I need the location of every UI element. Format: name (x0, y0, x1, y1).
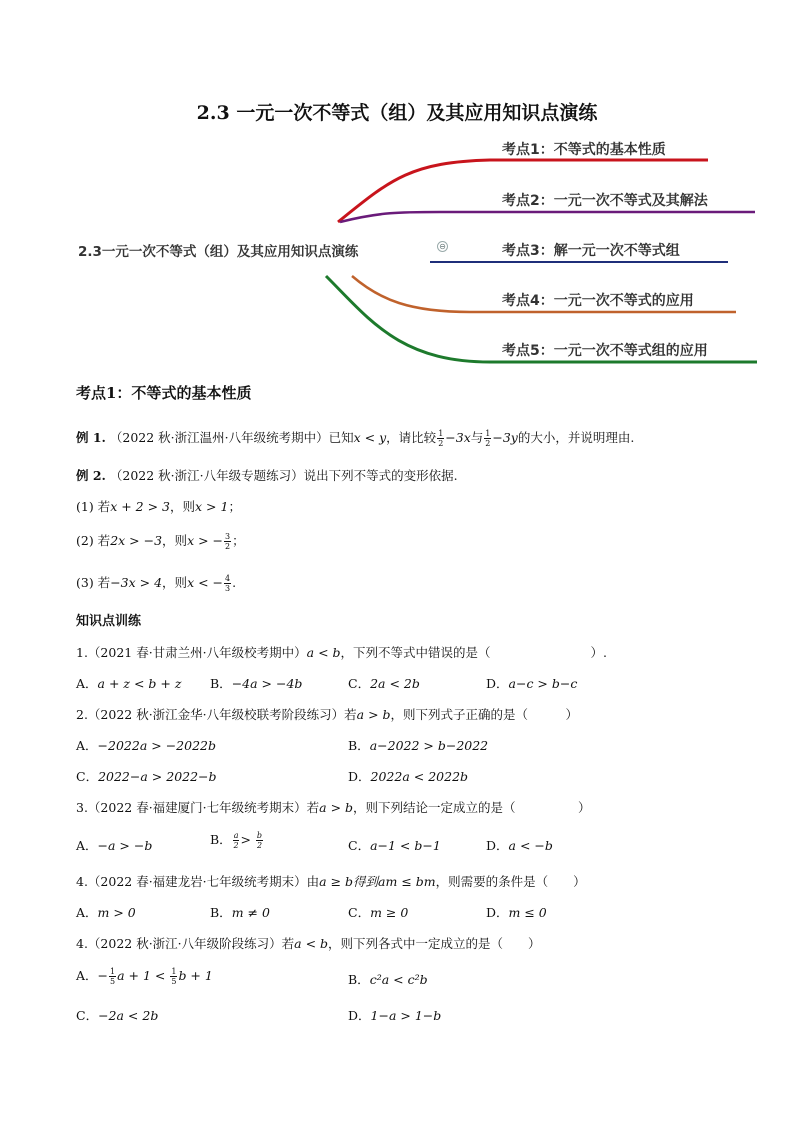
option-text: −4a > −4b (231, 676, 303, 691)
text: ，下列不等式中错误的是（ ）. (340, 645, 608, 660)
q5-option-b (348, 970, 428, 988)
option-text: 1−a > 1−b (370, 1008, 442, 1023)
frac-den: 5 (171, 977, 177, 986)
math: x < − (187, 575, 224, 590)
text: ，则 (162, 533, 188, 548)
practice-heading: 知识点训练 (76, 614, 142, 629)
math: x > 1 (195, 499, 229, 514)
frac-num: 1 (438, 429, 444, 438)
condition-math: x < y (353, 430, 387, 445)
branch2-curve (340, 212, 755, 222)
q3-option-c (348, 836, 441, 854)
option-letter: D． (486, 838, 509, 853)
frac-den: 2 (256, 841, 263, 850)
q2-option-d (348, 767, 468, 785)
q1-option-a (76, 674, 181, 692)
example-2 (76, 466, 458, 484)
question-2-stem (76, 705, 578, 723)
question-4-stem (76, 872, 586, 890)
option-text: m > 0 (97, 905, 136, 920)
option-letter: B． (210, 905, 232, 920)
q3-option-b (210, 830, 264, 850)
q2-option-c (76, 767, 217, 785)
q4-option-a (76, 903, 136, 921)
q1-option-c (348, 674, 420, 692)
example-label: 例 2. (76, 468, 106, 483)
question-3-stem (76, 798, 591, 816)
q4-option-d (486, 903, 547, 921)
option-text: −2a < 2b (98, 1008, 159, 1023)
example-2-item-3 (76, 573, 236, 593)
fraction (224, 532, 231, 551)
text: ； (232, 533, 245, 548)
mindmap-branch-4: 考点4：一元一次不等式的应用 (502, 293, 694, 309)
mindmap-branch-3: 考点3：解一元一次不等式组 (502, 243, 680, 259)
mindmap-root: 2.3一元一次不等式（组）及其应用知识点演练 (78, 244, 359, 260)
text: 与 (470, 430, 484, 445)
frac-num: a (233, 831, 239, 840)
option-letter: C． (348, 905, 371, 920)
text: ，则 (169, 499, 195, 514)
option-text: > (240, 832, 255, 847)
q5-option-c (76, 1006, 158, 1024)
math: x + 2 > 3 (110, 499, 170, 514)
option-letter: A． (76, 738, 98, 753)
example-2-item-1 (76, 497, 241, 515)
frac-den: 2 (485, 439, 491, 448)
option-text: c²a < c²b (369, 972, 428, 987)
option-text: a + z < b + z (97, 676, 182, 691)
option-letter: B． (348, 972, 370, 987)
text: ，则下列各式中一定成立的是（ ） (328, 936, 541, 951)
text: ，则需要的条件是（ ） (435, 874, 586, 889)
frac-den: 2 (438, 439, 444, 448)
q5-option-a (76, 966, 213, 986)
math: a > b (356, 707, 391, 722)
frac-den: 3 (225, 584, 231, 593)
math: −3x > 4 (110, 575, 163, 590)
q3-option-a (76, 836, 152, 854)
text: 4.（2022 春·福建龙岩·七年级统考期末）由 (76, 874, 320, 889)
text: 4.（2022 秋·浙江·八年级阶段练习）若 (76, 936, 295, 951)
q4-option-b (210, 903, 270, 921)
frac-num: b (256, 831, 263, 840)
section-heading: 考点1：不等式的基本性质 (76, 384, 252, 402)
frac-num: 1 (110, 967, 116, 976)
frac-num: 4 (225, 574, 231, 583)
collapse-icon[interactable]: ⊖ (437, 241, 448, 252)
mindmap-branch-1: 考点1：不等式的基本性质 (502, 142, 666, 158)
text: ，则下列结论一定成立的是（ ） (353, 800, 591, 815)
text: ； (228, 499, 241, 514)
option-text: −a > −b (97, 838, 153, 853)
mindmap-branch-5: 考点5：一元一次不等式组的应用 (502, 343, 708, 359)
option-letter: D． (348, 1008, 371, 1023)
math: x > − (187, 533, 224, 548)
example-1 (76, 428, 634, 448)
example-source: （2022 秋·浙江温州·八年级统考期中）已知 (109, 430, 354, 445)
q4-option-c (348, 903, 408, 921)
option-text: 2a < 2b (370, 676, 420, 691)
option-letter: A． (76, 968, 98, 983)
text: ，请比较 (386, 430, 437, 445)
option-letter: C． (76, 1008, 99, 1023)
question-1-stem (76, 643, 607, 661)
option-letter: A． (76, 838, 98, 853)
option-text: a−2022 > b−2022 (369, 738, 489, 753)
text: . (232, 575, 237, 590)
option-text: −2022a > −2022b (97, 738, 216, 753)
frac-den: 2 (225, 542, 231, 551)
option-text: a−1 < b−1 (370, 838, 441, 853)
option-text: m ≥ 0 (370, 905, 409, 920)
option-letter: C． (348, 838, 371, 853)
option-letter: B． (210, 832, 232, 847)
frac-num: 1 (485, 429, 491, 438)
neg-sign: − (97, 968, 109, 983)
text: 3.（2022 春·福建厦门·七年级统考期末）若 (76, 800, 320, 815)
fraction (233, 831, 240, 850)
frac-num: 3 (225, 532, 231, 541)
text: (3) 若 (76, 575, 111, 590)
q3-option-d (486, 836, 553, 854)
option-text: a−c > b−c (508, 676, 578, 691)
option-letter: C． (76, 769, 99, 784)
q2-option-b (348, 736, 488, 754)
math: a < b (294, 936, 329, 951)
q5-option-d (348, 1006, 441, 1024)
expr-math: −3y (492, 430, 518, 445)
mindmap-branch-2: 考点2：一元一次不等式及其解法 (502, 193, 708, 209)
math: a ≥ b得到am ≤ bm (319, 874, 436, 889)
example-label: 例 1. (76, 430, 106, 445)
question-5-stem (76, 934, 541, 952)
option-text: 2022−a > 2022−b (98, 769, 217, 784)
frac-den: 2 (233, 841, 239, 850)
q2-option-a (76, 736, 216, 754)
option-text: 2022a < 2022b (370, 769, 469, 784)
option-letter: D． (348, 769, 371, 784)
example-source: （2022 秋·浙江·八年级专题练习）说出下列不等式的变形依据. (109, 468, 458, 483)
text: (1) 若 (76, 499, 111, 514)
math: 2x > −3 (110, 533, 163, 548)
frac-den: 5 (110, 977, 116, 986)
frac-num: 1 (171, 967, 177, 976)
text: (2) 若 (76, 533, 111, 548)
text: 的大小，并说明理由. (517, 430, 635, 445)
option-letter: B． (348, 738, 370, 753)
option-letter: C． (348, 676, 371, 691)
fraction (109, 967, 116, 986)
option-letter: A． (76, 905, 98, 920)
option-letter: D． (486, 676, 509, 691)
option-text: b + 1 (178, 968, 213, 983)
option-text: a < −b (508, 838, 553, 853)
q1-option-d (486, 674, 577, 692)
example-2-item-2 (76, 531, 245, 551)
fraction (484, 429, 491, 448)
expr-math: −3x (445, 430, 471, 445)
math: a < b (306, 645, 341, 660)
option-letter: A． (76, 676, 98, 691)
option-letter: D． (486, 905, 509, 920)
fraction (256, 831, 263, 850)
text: ，则下列式子正确的是（ ） (390, 707, 579, 722)
fraction (437, 429, 444, 448)
text: 1.（2021 春·甘肃兰州·八年级校考期中） (76, 645, 307, 660)
page-title: 2.3 一元一次不等式（组）及其应用知识点演练 (196, 102, 598, 124)
text: ，则 (162, 575, 188, 590)
fraction (170, 967, 177, 986)
text: 2.（2022 秋·浙江金华·八年级校联考阶段练习）若 (76, 707, 357, 722)
option-text: m ≠ 0 (231, 905, 270, 920)
option-text: a + 1 < (117, 968, 170, 983)
option-letter: B． (210, 676, 232, 691)
fraction (224, 574, 231, 593)
math: a > b (319, 800, 354, 815)
option-text: m ≤ 0 (508, 905, 547, 920)
q1-option-b (210, 674, 302, 692)
